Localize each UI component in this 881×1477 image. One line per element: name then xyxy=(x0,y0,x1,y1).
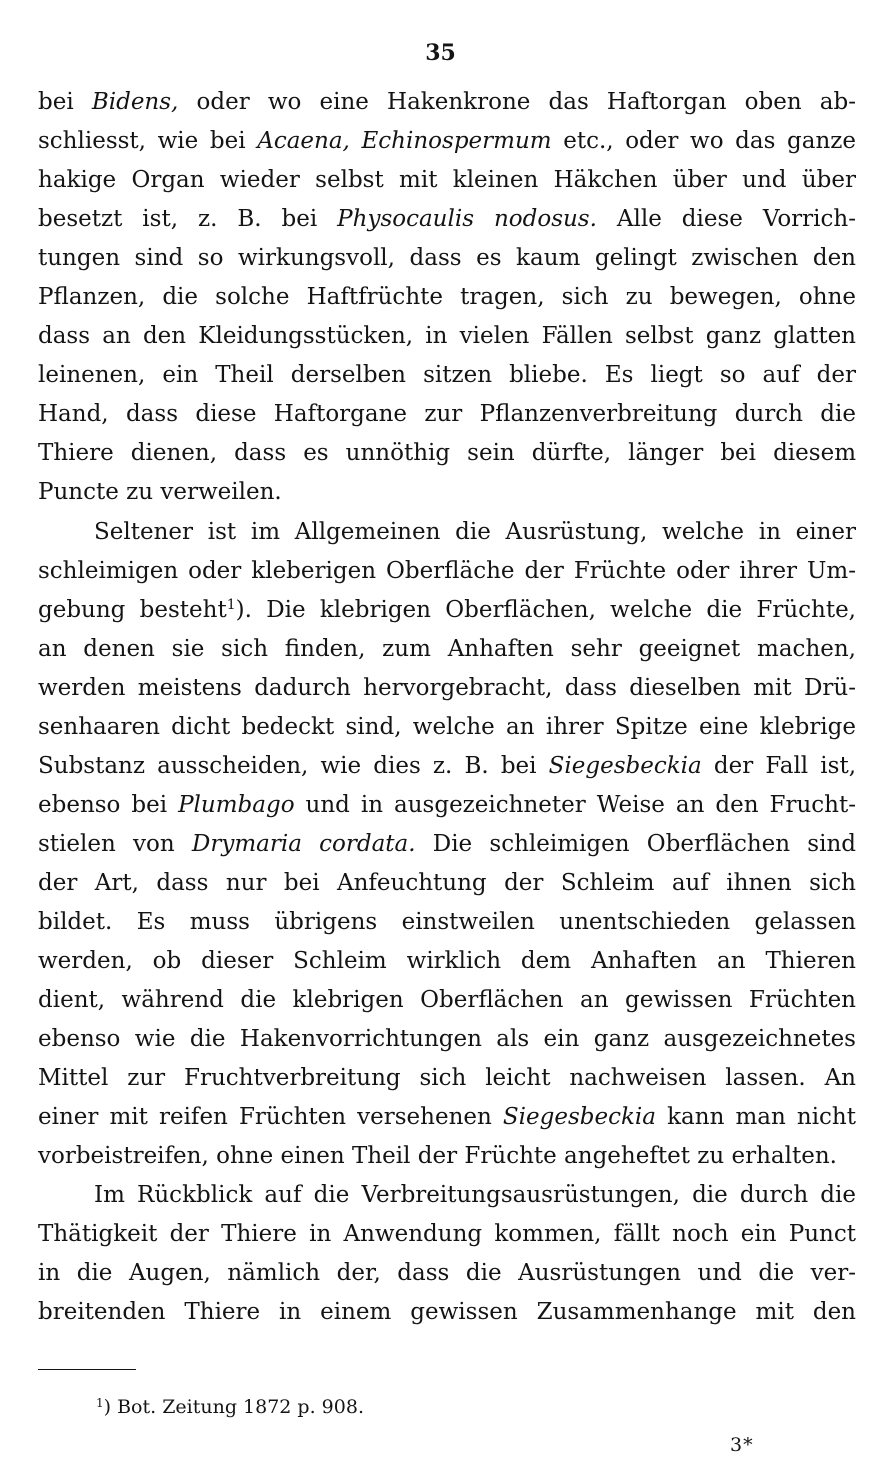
text-line xyxy=(38,786,856,825)
text-line xyxy=(38,552,856,591)
text-line xyxy=(38,1176,856,1215)
text-line xyxy=(38,1293,856,1332)
text-line xyxy=(38,1098,856,1137)
text-line xyxy=(38,1137,856,1176)
text-line xyxy=(38,395,856,434)
text-segment: schliesst, wie bei xyxy=(38,128,258,155)
text-segment: schleimigen oder kleberigen Oberfläche der Früchte oder ihrer Um- xyxy=(38,557,856,584)
text-line xyxy=(38,903,856,942)
text-segment: tungen sind so wirkungsvoll, dass es kaum gelingt zwischen den xyxy=(38,245,856,272)
signature-mark: 3* xyxy=(730,1434,754,1456)
footnote-rule xyxy=(38,1369,136,1370)
italic-term: Siegesbeckia xyxy=(548,752,702,779)
italic-term: Bidens, xyxy=(91,89,179,115)
text-segment: stielen von xyxy=(38,830,192,857)
text-line xyxy=(38,317,856,356)
text-segment: bei xyxy=(38,89,92,115)
text-segment: oder wo eine Hakenkrone das Haftorgan oben ab- xyxy=(178,89,856,115)
text-line xyxy=(38,239,856,278)
text-segment: werden meistens dadurch hervorgebracht, dass dieselben mit Drü- xyxy=(38,674,856,701)
text-segment: Seltener ist im Allgemeinen die Ausrüstung, welche in einer xyxy=(94,518,856,545)
paragraph xyxy=(38,1176,856,1332)
text-segment: Substanz ausscheiden, wie dies z. B. bei xyxy=(38,752,549,779)
text-line xyxy=(38,981,856,1020)
text-segment: Im Rückblick auf die Verbreitungsausrüstungen, die durch die xyxy=(94,1182,856,1209)
text-segment: in die Augen, nämlich der, dass die Ausrüstungen und die ver- xyxy=(38,1260,856,1287)
text-segment: Alle diese Vorrich- xyxy=(596,206,856,233)
text-segment: vorbeistreifen, ohne einen Theil der Früchte angeheftet zu erhalten. xyxy=(38,1143,837,1170)
text-segment: der Fall ist, xyxy=(701,752,857,779)
text-segment: und in ausgezeichneter Weise an den Frucht- xyxy=(294,791,856,818)
text-segment: besetzt ist, z. B. bei xyxy=(38,206,338,233)
footnote-reference: 1 xyxy=(226,596,236,613)
text-segment: an denen sie sich finden, zum Anhaften sehr geeignet machen, xyxy=(38,635,856,662)
text-segment: hakige Organ wieder selbst mit kleinen Häkchen über und über xyxy=(38,167,856,194)
text-segment: breitenden Thiere in einem gewissen Zusammenhange mit den xyxy=(38,1299,856,1326)
italic-term: Plumbago xyxy=(178,791,295,818)
text-segment: kann man nicht xyxy=(656,1104,856,1131)
footnote xyxy=(96,1396,364,1418)
text-segment: Thätigkeit der Thiere in Anwendung kommen, fällt noch ein Punct xyxy=(38,1221,856,1248)
text-segment: ebenso bei xyxy=(38,791,179,818)
text-line xyxy=(38,83,856,122)
text-segment: ebenso wie die Hakenvorrichtungen als ein ganz ausgezeichnetes xyxy=(38,1026,856,1053)
text-segment: Die schleimigen Oberflächen sind xyxy=(415,830,857,857)
text-line xyxy=(38,747,856,786)
text-line xyxy=(38,513,856,552)
text-line xyxy=(38,1020,856,1059)
text-segment: senhaaren dicht bedeckt sind, welche an ihrer Spitze eine klebrige xyxy=(38,713,856,740)
text-segment: etc., oder wo das ganze xyxy=(551,128,857,155)
text-line xyxy=(38,1059,856,1098)
text-line xyxy=(38,278,856,317)
italic-term: Echinospermum xyxy=(361,128,552,155)
footnote-text: ) Bot. Zeitung 1872 p. 908. xyxy=(103,1396,364,1418)
text-segment: einer mit reifen Früchten versehenen xyxy=(38,1104,503,1131)
text-line xyxy=(38,122,856,161)
body-text xyxy=(38,83,856,1333)
text-line xyxy=(38,669,856,708)
text-line xyxy=(38,200,856,239)
text-segment: gebung besteht xyxy=(38,596,227,623)
text-line xyxy=(38,473,856,512)
text-segment: Thiere dienen, dass es unnöthig sein dürfte, länger bei diesem xyxy=(38,440,856,467)
text-line xyxy=(38,864,856,903)
text-line xyxy=(38,161,856,200)
text-segment: Pflanzen, die solche Haftfrüchte tragen, sich zu bewegen, ohne xyxy=(38,284,856,311)
paragraph xyxy=(38,83,856,513)
text-line xyxy=(38,434,856,473)
text-segment: werden, ob dieser Schleim wirklich dem Anhaften an Thieren xyxy=(38,948,856,975)
text-line xyxy=(38,591,856,630)
italic-term: Physocaulis nodosus. xyxy=(337,206,597,233)
text-segment: Mittel zur Fruchtverbreitung sich leicht nachweisen lassen. An xyxy=(38,1065,856,1092)
text-segment: leinenen, ein Theil derselben sitzen bliebe. Es liegt so auf der xyxy=(38,362,856,389)
text-segment: der Art, dass nur bei Anfeuchtung der Schleim auf ihnen sich xyxy=(38,869,856,896)
text-line xyxy=(38,630,856,669)
text-segment: ). Die klebrigen Oberflächen, welche die Früchte, xyxy=(235,596,856,623)
text-segment: Puncte zu verweilen. xyxy=(38,479,282,506)
footnote-marker: 1 xyxy=(96,1396,104,1410)
text-line xyxy=(38,1254,856,1293)
text-segment: dass an den Kleidungsstücken, in vielen Fällen selbst ganz glatten xyxy=(38,323,856,350)
text-segment xyxy=(350,128,362,154)
italic-term: Siegesbeckia xyxy=(502,1104,657,1131)
text-segment: dient, während die klebrigen Oberflächen an gewissen Früchten xyxy=(38,987,856,1014)
text-line xyxy=(38,1215,856,1254)
text-line xyxy=(38,942,856,981)
text-line xyxy=(38,356,856,395)
page-number: 35 xyxy=(425,40,456,66)
text-line xyxy=(38,708,856,747)
italic-term: Drymaria cordata. xyxy=(191,830,416,857)
text-segment: bildet. Es muss übrigens einstweilen unentschieden gelassen xyxy=(38,908,856,935)
text-line xyxy=(38,825,856,864)
text-segment: Hand, dass diese Haftorgane zur Pflanzenverbreitung durch die xyxy=(38,401,856,428)
italic-term: Acaena, xyxy=(257,128,350,155)
paragraph xyxy=(38,513,856,1177)
